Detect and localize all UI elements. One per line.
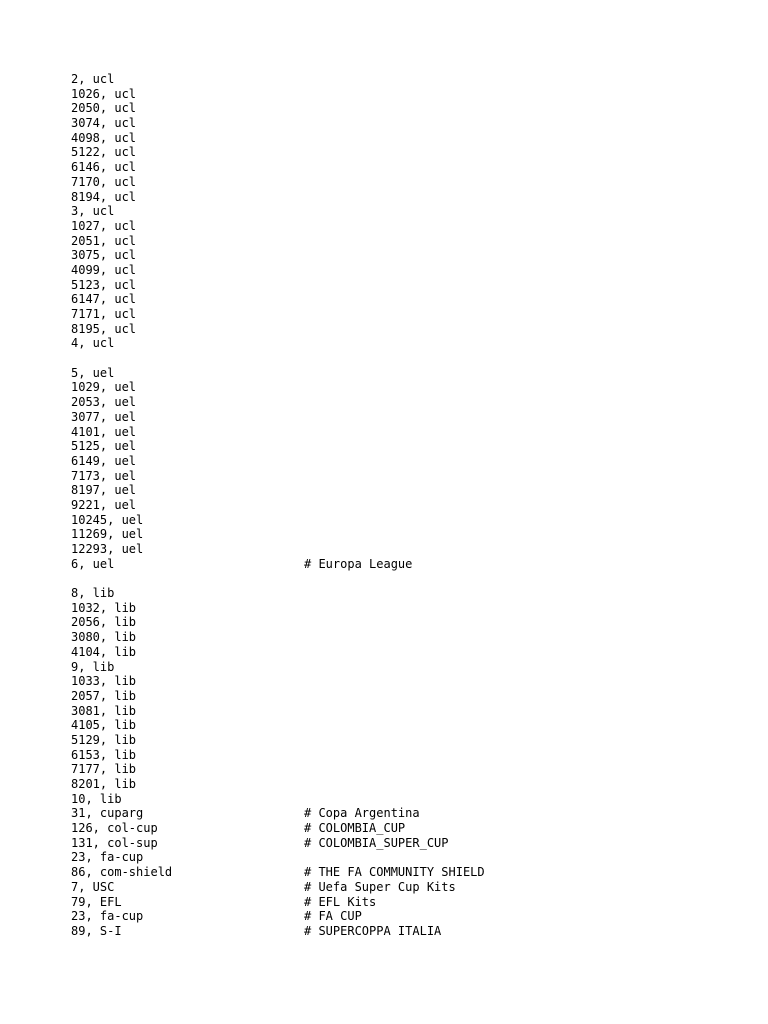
text-line: [71, 190, 751, 205]
text-line: [71, 630, 751, 645]
line-code: 23, fa-cup: [71, 909, 144, 924]
line-code: 8201, lib: [71, 777, 137, 791]
line-comment: # Europa League: [304, 556, 413, 571]
line-code: 6147, ucl: [71, 292, 137, 307]
text-line: [71, 542, 751, 557]
line-code: 89, S-I: [71, 923, 122, 938]
text-line: [71, 645, 751, 660]
text-line: [71, 204, 751, 219]
line-code: 10, lib: [71, 791, 122, 806]
text-line: [71, 836, 751, 851]
line-code: 11269, uel: [71, 527, 144, 542]
line-code: 2057, lib: [71, 688, 137, 703]
line-code: 3, ucl: [71, 204, 115, 219]
line-code: 1026, ucl: [71, 86, 137, 101]
line-comment: # THE FA COMMUNITY SHIELD: [304, 865, 485, 880]
line-code: 7171, ucl: [71, 307, 137, 321]
text-line: [71, 351, 751, 366]
text-line: [71, 733, 751, 748]
line-code: 131, col-sup: [71, 835, 158, 850]
line-code: 2051, ucl: [71, 233, 137, 248]
line-code: 6149, uel: [71, 453, 137, 468]
text-line: [71, 850, 751, 865]
text-line: [71, 777, 751, 792]
text-line: [71, 924, 751, 939]
line-code: 1032, lib: [71, 600, 137, 615]
line-code: 3080, lib: [71, 630, 137, 645]
text-line: [71, 895, 751, 910]
line-code: 5129, lib: [71, 732, 137, 747]
line-comment: # SUPERCOPPA ITALIA: [304, 923, 442, 938]
line-code: 5125, uel: [71, 439, 137, 454]
line-code: 6, uel: [71, 556, 115, 571]
text-line: [71, 483, 751, 498]
text-line: [71, 234, 751, 249]
line-code: 1029, uel: [71, 380, 137, 395]
line-code: 3074, ucl: [71, 116, 137, 131]
text-line: [71, 865, 751, 880]
text-line: [71, 145, 751, 160]
text-line: [71, 762, 751, 777]
text-line: [71, 219, 751, 234]
text-line: [71, 821, 751, 836]
text-line: [71, 571, 751, 586]
text-line: [71, 909, 751, 924]
text-line: [71, 527, 751, 542]
line-code: 4, ucl: [71, 336, 115, 351]
line-code: 12293, uel: [71, 542, 144, 556]
text-line: [71, 557, 751, 572]
text-line: [71, 292, 751, 307]
line-code: 23, fa-cup: [71, 850, 144, 865]
text-line: [71, 704, 751, 719]
line-comment: # Copa Argentina: [304, 806, 420, 821]
text-line: [71, 87, 751, 102]
text-line: [71, 880, 751, 895]
line-code: 7170, ucl: [71, 174, 137, 189]
text-line: [71, 116, 751, 131]
text-line: [71, 322, 751, 337]
text-line: [71, 410, 751, 425]
text-line: [71, 439, 751, 454]
line-code: 2050, ucl: [71, 101, 137, 116]
line-code: 3081, lib: [71, 703, 137, 718]
line-code: 9, lib: [71, 659, 115, 674]
line-comment: # COLOMBIA_CUP: [304, 821, 406, 836]
text-line: [71, 718, 751, 733]
text-line: [71, 689, 751, 704]
line-code: 4101, uel: [71, 424, 137, 439]
line-code: 31, cuparg: [71, 806, 144, 821]
line-code: 7, USC: [71, 879, 115, 894]
line-code: 10245, uel: [71, 512, 144, 527]
line-code: 8, lib: [71, 586, 115, 601]
text-line: [71, 175, 751, 190]
text-line: [71, 380, 751, 395]
text-line: [71, 748, 751, 763]
text-line: [71, 131, 751, 146]
text-line: [71, 366, 751, 381]
line-comment: # EFL Kits: [304, 894, 377, 909]
text-line: [71, 263, 751, 278]
text-line: [71, 806, 751, 821]
text-line: [71, 498, 751, 513]
text-line: [71, 336, 751, 351]
line-code: 3075, ucl: [71, 248, 137, 263]
line-code: 1033, lib: [71, 674, 137, 689]
document-body: [71, 72, 751, 939]
line-code: 79, EFL: [71, 894, 122, 909]
line-comment: # Uefa Super Cup Kits: [304, 879, 456, 894]
text-line: [71, 160, 751, 175]
text-line: [71, 454, 751, 469]
line-code: 6153, lib: [71, 747, 137, 762]
text-line: [71, 307, 751, 322]
line-code: 2056, lib: [71, 615, 137, 630]
line-code: 8197, uel: [71, 483, 137, 498]
line-code: 7177, lib: [71, 762, 137, 777]
text-line: [71, 469, 751, 484]
text-line: [71, 674, 751, 689]
text-line: [71, 660, 751, 675]
line-code: 5122, ucl: [71, 145, 137, 160]
text-line: [71, 248, 751, 263]
text-line: [71, 792, 751, 807]
line-code: 9221, uel: [71, 497, 137, 512]
text-line: [71, 513, 751, 528]
line-code: 2, ucl: [71, 72, 115, 86]
line-code: 4098, ucl: [71, 130, 137, 145]
text-line: [71, 395, 751, 410]
text-line: [71, 615, 751, 630]
text-line: [71, 601, 751, 616]
line-code: 86, com-shield: [71, 865, 173, 880]
line-code: 7173, uel: [71, 468, 137, 483]
line-code: 4104, lib: [71, 644, 137, 659]
line-code: 1027, ucl: [71, 218, 137, 233]
line-code: 6146, ucl: [71, 160, 137, 175]
line-code: 4099, ucl: [71, 262, 137, 277]
line-code: 126, col-cup: [71, 821, 158, 836]
line-code: 8194, ucl: [71, 189, 137, 204]
line-code: 5123, ucl: [71, 277, 137, 292]
text-line: [71, 425, 751, 440]
text-line: [71, 101, 751, 116]
line-code: 2053, uel: [71, 395, 137, 410]
line-comment: # COLOMBIA_SUPER_CUP: [304, 835, 449, 850]
line-code: 4105, lib: [71, 718, 137, 733]
line-code: 5, uel: [71, 365, 115, 380]
text-line: [71, 586, 751, 601]
line-code: 8195, ucl: [71, 321, 137, 336]
line-comment: # FA CUP: [304, 909, 362, 924]
text-line: [71, 72, 751, 87]
line-code: 3077, uel: [71, 409, 137, 424]
text-line: [71, 278, 751, 293]
